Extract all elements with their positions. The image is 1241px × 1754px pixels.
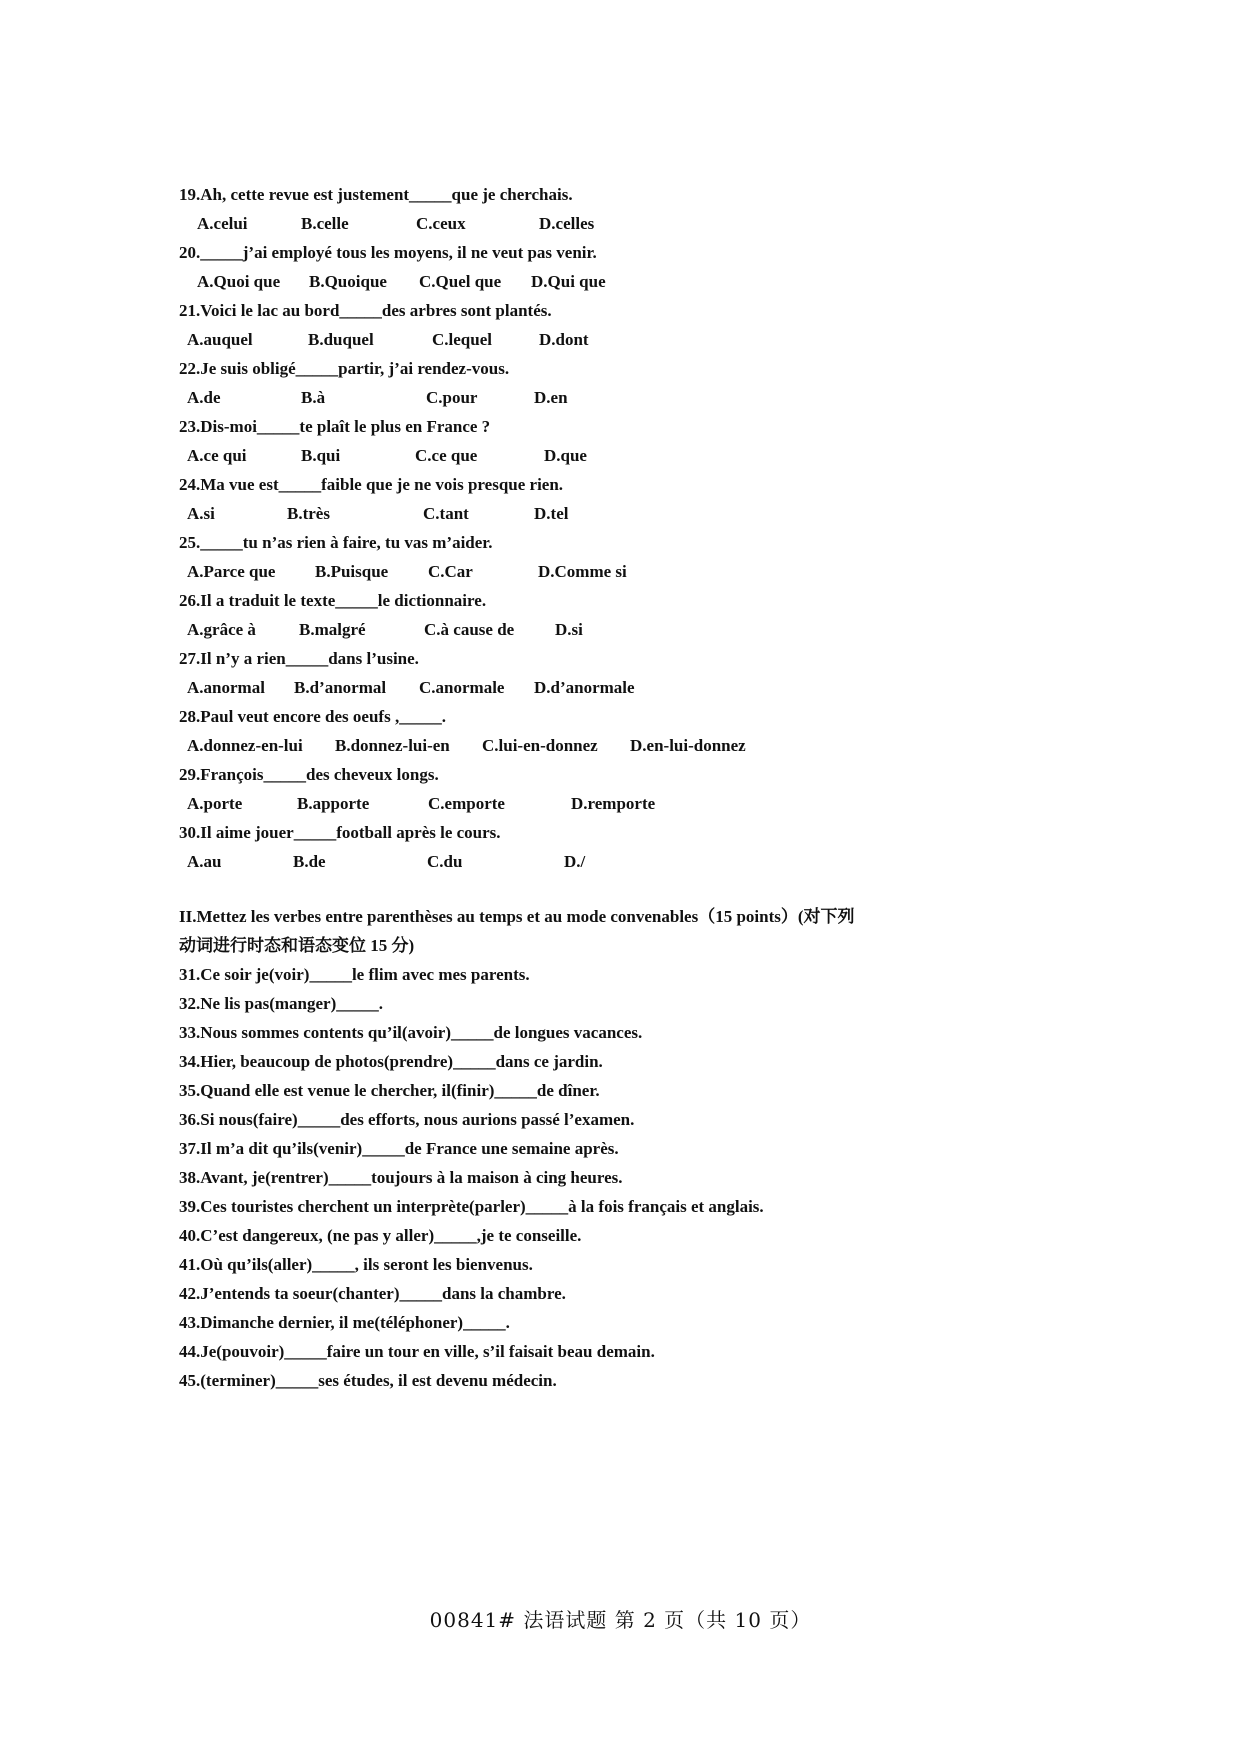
question-text: 30.Il aime jouer_____football après le cours. [179, 823, 501, 842]
question-options [179, 847, 1079, 876]
option-a: A.donnez-en-lui [187, 736, 303, 755]
option-c: C.lequel [432, 330, 492, 349]
option-c: C.anormale [419, 678, 505, 697]
option-b: B.malgré [299, 620, 366, 639]
question-text: 29.François_____des cheveux longs. [179, 765, 439, 784]
option-a: A.si [187, 504, 215, 523]
option-c: C.lui-en-donnez [482, 736, 598, 755]
option-d: D.en-lui-donnez [630, 736, 746, 755]
option-a: A.porte [187, 794, 243, 813]
option-c: C.à cause de [424, 620, 515, 639]
section-title [179, 902, 1179, 960]
section-title-line-2: 动词进行时态和语态变位 15 分) [179, 936, 415, 955]
question-text: 27.Il n’y a rien_____dans l’usine. [179, 649, 419, 668]
option-d: D.tel [534, 504, 569, 523]
option-d: D.Comme si [538, 562, 627, 581]
question-options [179, 325, 1079, 354]
option-b: B.donnez-lui-en [335, 736, 450, 755]
question-options [179, 209, 1079, 238]
question-options [179, 557, 1079, 586]
option-b: B.très [287, 504, 330, 523]
conjugation-item: 44.Je(pouvoir)_____faire un tour en ville, s’il faisait beau demain. [179, 1342, 655, 1361]
conjugation-item: 41.Où qu’ils(aller)_____, ils seront les bienvenus. [179, 1255, 533, 1274]
question-text: 23.Dis-moi_____te plaît le plus en France ? [179, 417, 491, 436]
question-options [179, 383, 1079, 412]
option-c: C.pour [426, 388, 478, 407]
option-d: D.que [544, 446, 587, 465]
option-a: A.ce qui [187, 446, 247, 465]
conjugation-item: 39.Ces touristes cherchent un interprète(parler)_____à la fois français et anglais. [179, 1197, 764, 1216]
conjugation-item: 35.Quand elle est venue le chercher, il(finir)_____de dîner. [179, 1081, 600, 1100]
option-d: D.en [534, 388, 568, 407]
option-b: B.Quoique [309, 272, 387, 291]
option-a: A.grâce à [187, 620, 256, 639]
conjugation-item: 37.Il m’a dit qu’ils(venir)_____de France une semaine après. [179, 1139, 619, 1158]
option-d: D.d’anormale [534, 678, 635, 697]
option-c: C.Quel que [419, 272, 502, 291]
option-d: D.remporte [571, 794, 656, 813]
option-a: A.auquel [187, 330, 253, 349]
conjugation-item: 42.J’entends ta soeur(chanter)_____dans la chambre. [179, 1284, 566, 1303]
option-a: A.celui [197, 214, 248, 233]
option-a: A.Parce que [187, 562, 276, 581]
option-c: C.emporte [428, 794, 505, 813]
option-c: C.ce que [415, 446, 478, 465]
conjugation-item: 38.Avant, je(rentrer)_____toujours à la maison à cing heures. [179, 1168, 623, 1187]
question-text: 21.Voici le lac au bord_____des arbres sont plantés. [179, 301, 552, 320]
question-text: 24.Ma vue est_____faible que je ne vois presque rien. [179, 475, 564, 494]
option-b: B.apporte [297, 794, 370, 813]
verb-conjugation-section [179, 902, 1179, 1395]
option-d: D.si [555, 620, 583, 639]
question-text: 28.Paul veut encore des oeufs ,_____. [179, 707, 446, 726]
question-options [179, 267, 1079, 296]
option-b: B.de [293, 852, 326, 871]
question-options [179, 615, 1079, 644]
conjugation-item: 43.Dimanche dernier, il me(téléphoner)_____. [179, 1313, 510, 1332]
option-b: B.celle [301, 214, 349, 233]
option-c: C.tant [423, 504, 469, 523]
option-d: D.dont [539, 330, 589, 349]
option-b: B.d’anormal [294, 678, 387, 697]
conjugation-item: 34.Hier, beaucoup de photos(prendre)_____dans ce jardin. [179, 1052, 603, 1071]
page-footer: 00841# 法语试题 第 2 页（共 10 页） [429, 1608, 812, 1632]
question-options [179, 673, 1079, 702]
option-c: C.ceux [416, 214, 466, 233]
option-d: D.Qui que [531, 272, 606, 291]
conjugation-item: 40.C’est dangereux, (ne pas y aller)_____,je te conseille. [179, 1226, 582, 1245]
option-c: C.Car [428, 562, 473, 581]
question-options [179, 441, 1079, 470]
question-options [179, 789, 1079, 818]
multiple-choice-section [179, 180, 1079, 876]
conjugation-item: 45.(terminer)_____ses études, il est devenu médecin. [179, 1371, 557, 1390]
conjugation-item: 32.Ne lis pas(manger)_____. [179, 994, 383, 1013]
section-title-line-1: II.Mettez les verbes entre parenthèses au temps et au mode convenables（15 points）(对下列 [179, 907, 855, 926]
conjugation-item: 33.Nous sommes contents qu’il(avoir)_____de longues vacances. [179, 1023, 643, 1042]
question-text: 25._____tu n’as rien à faire, tu vas m’aider. [179, 533, 493, 552]
question-options [179, 499, 1079, 528]
question-text: 26.Il a traduit le texte_____le dictionnaire. [179, 591, 487, 610]
question-options [179, 731, 1079, 760]
conjugation-item: 31.Ce soir je(voir)_____le flim avec mes parents. [179, 965, 530, 984]
option-a: A.de [187, 388, 221, 407]
option-a: A.Quoi que [197, 272, 281, 291]
question-text: 19.Ah, cette revue est justement_____que je cherchais. [179, 185, 573, 204]
option-c: C.du [427, 852, 463, 871]
question-text: 22.Je suis obligé_____partir, j’ai rendez-vous. [179, 359, 510, 378]
option-b: B.à [301, 388, 326, 407]
conjugation-item: 36.Si nous(faire)_____des efforts, nous aurions passé l’examen. [179, 1110, 635, 1129]
option-b: B.duquel [308, 330, 374, 349]
option-b: B.qui [301, 446, 341, 465]
option-b: B.Puisque [315, 562, 389, 581]
option-a: A.au [187, 852, 222, 871]
option-a: A.anormal [187, 678, 265, 697]
option-d: D./ [564, 852, 586, 871]
question-text: 20._____j’ai employé tous les moyens, il ne veut pas venir. [179, 243, 597, 262]
option-d: D.celles [539, 214, 595, 233]
